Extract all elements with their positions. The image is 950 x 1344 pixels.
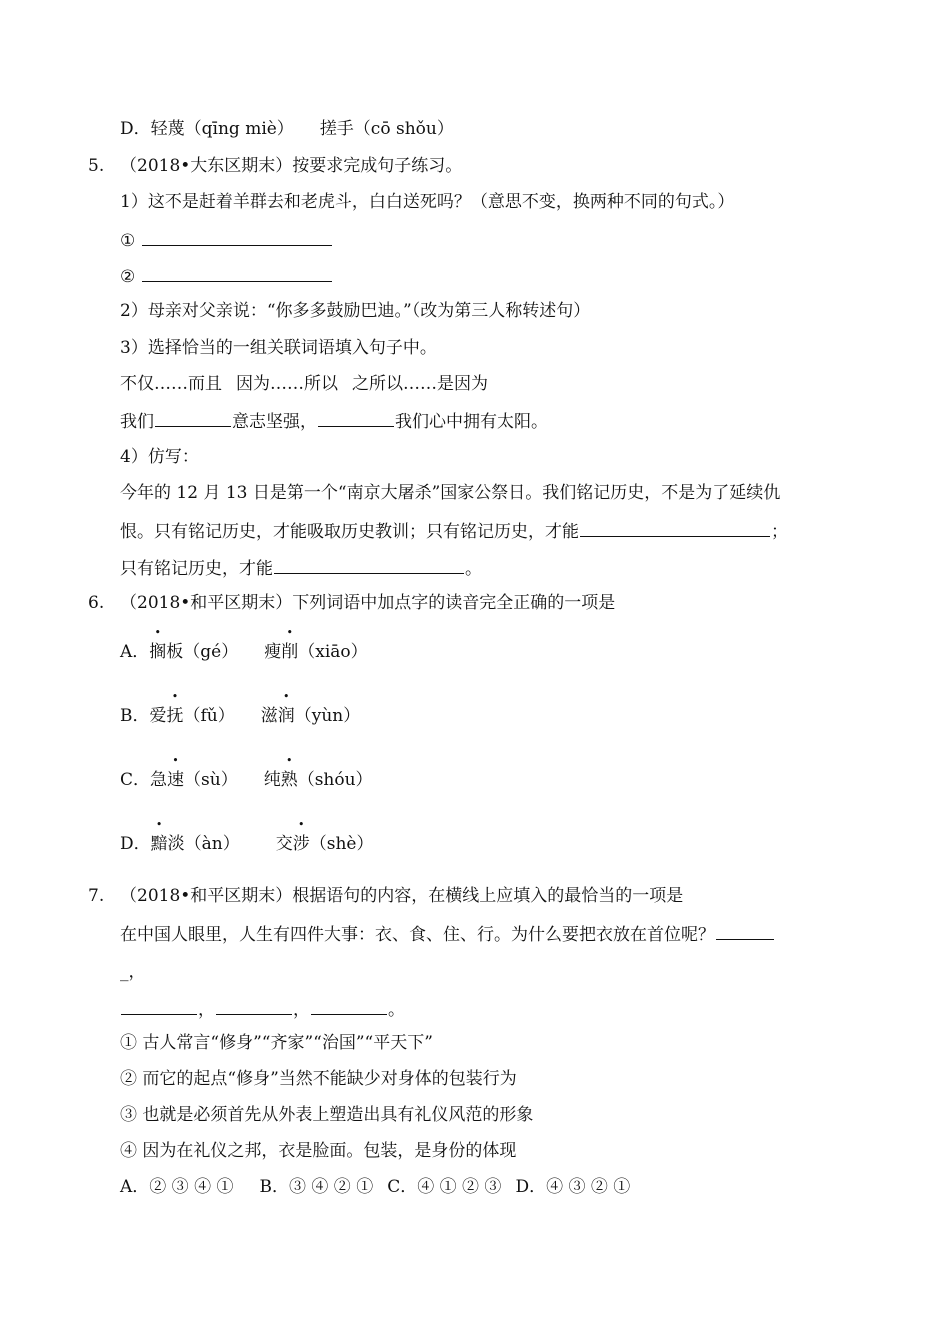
dotted-char: 涉 <box>292 834 310 854</box>
answer-blank[interactable] <box>142 228 332 246</box>
paragraph-line: _， <box>120 962 146 982</box>
sub-question: 3）选择恰当的一组关联词语填入句子中。 <box>120 338 437 358</box>
option-label: D． <box>120 119 151 139</box>
sentence-text: 我们 <box>120 412 154 432</box>
separator: 。 <box>388 1000 405 1020</box>
option-text: （fǔ） <box>183 706 235 726</box>
separator: ， <box>198 1000 215 1020</box>
option-label: D． <box>120 834 151 854</box>
answer-option[interactable]: B．③ ④ ② ① <box>259 1177 374 1197</box>
answer-line <box>120 264 333 288</box>
answer-blank[interactable] <box>216 997 292 1015</box>
question-number: 5. <box>88 156 105 176</box>
sub-question: 2）母亲对父亲说：“你多多鼓励巴迪。”（改为第三人称转述句） <box>120 301 591 321</box>
option-char: 纯 <box>263 770 281 790</box>
option-label: A． <box>120 642 150 662</box>
option-word: 轻蔑（qīng miè） <box>150 119 294 139</box>
dotted-char: 熟 <box>280 770 298 790</box>
conjunction-options <box>120 373 488 395</box>
sentence-text: ； <box>771 522 788 542</box>
option-label: C． <box>120 770 151 790</box>
option-text: （shè） <box>309 834 374 854</box>
dotted-char: 搁 <box>149 642 167 662</box>
question-stem: （2018•和平区期末）下列词语中加点字的读音完全正确的一项是 <box>120 593 616 613</box>
sentence-text: 只有铭记历史，才能 <box>120 559 273 579</box>
circle-marker: ① <box>120 231 136 251</box>
answer-blank[interactable] <box>311 997 387 1015</box>
answer-option[interactable]: A．② ③ ④ ① <box>120 1177 234 1197</box>
answer-option[interactable] <box>120 833 373 855</box>
answer-blank[interactable] <box>142 264 332 282</box>
option-text: （shóu） <box>297 770 373 790</box>
answer-line <box>120 228 333 252</box>
answer-blank[interactable] <box>274 556 464 574</box>
sentence-text: 恨。只有铭记历史，才能吸取历史教训；只有铭记历史，才能 <box>120 522 579 542</box>
dotted-char: 速 <box>167 770 185 790</box>
fill-sentence <box>120 409 548 433</box>
list-item: ③ 也就是必须首先从外表上塑造出具有礼仪风范的形象 <box>120 1105 534 1125</box>
answer-blank[interactable] <box>121 997 197 1015</box>
option-char: 急 <box>150 770 168 790</box>
answer-option[interactable] <box>120 705 360 727</box>
answer-option[interactable]: D．④ ③ ② ① <box>515 1177 631 1197</box>
paragraph-line <box>120 922 775 946</box>
conjunction: 之所以……是因为 <box>352 374 488 394</box>
option-char: 爱 <box>149 706 167 726</box>
paragraph-line <box>120 556 482 580</box>
answer-blank[interactable] <box>318 409 394 427</box>
dotted-char: 抚 <box>166 706 184 726</box>
option-char: 交 <box>275 834 293 854</box>
answer-option[interactable]: C．④ ① ② ③ <box>387 1177 502 1197</box>
conjunction: 因为……所以 <box>236 374 338 394</box>
sub-question: 1）这不是赶着羊群去和老虎斗，白白送死吗？（意思不变，换两种不同的句式。） <box>120 192 735 212</box>
sub-question: 4）仿写： <box>120 447 199 467</box>
paragraph-line: 今年的 12 月 13 日是第一个“南京大屠杀”国家公祭日。我们铭记历史，不是为了延续仇 <box>120 483 781 503</box>
q4-option-d <box>120 118 454 140</box>
question-number: 6. <box>88 593 105 613</box>
circle-marker: ② <box>120 267 136 287</box>
option-char: 瘦 <box>264 642 282 662</box>
option-text: （yùn） <box>294 706 361 726</box>
answer-option[interactable] <box>120 641 368 663</box>
sentence-text: 。 <box>465 559 482 579</box>
option-text: （sù） <box>184 770 238 790</box>
option-text: 淡（àn） <box>167 834 240 854</box>
question-stem: （2018•大东区期末）按要求完成句子练习。 <box>120 156 463 176</box>
dotted-char: 削 <box>281 642 299 662</box>
option-word: 搓手（cō shǒu） <box>319 119 454 139</box>
sentence-text: 意志坚强， <box>232 412 317 432</box>
dotted-char: 润 <box>277 706 295 726</box>
option-label: B． <box>120 706 150 726</box>
list-item: ④ 因为在礼仪之邦，衣是脸面。包装，是身份的体现 <box>120 1141 517 1161</box>
answer-blank[interactable] <box>716 922 774 940</box>
separator: ， <box>293 1000 310 1020</box>
sentence-text: 我们心中拥有太阳。 <box>395 412 548 432</box>
answer-option[interactable] <box>120 769 373 791</box>
conjunction: 不仅……而且 <box>120 374 222 394</box>
option-text: （xiāo） <box>298 642 368 662</box>
list-item: ① 古人常言“修身”“齐家”“治国”“平天下” <box>120 1033 433 1053</box>
answer-blank[interactable] <box>580 519 770 537</box>
dotted-char: 黯 <box>150 834 168 854</box>
sentence-text: 在中国人眼里，人生有四件大事：衣、食、住、行。为什么要把衣放在首位呢？ <box>120 925 715 945</box>
answer-blank[interactable] <box>155 409 231 427</box>
option-char: 滋 <box>260 706 278 726</box>
answer-options <box>120 1176 630 1198</box>
blank-line <box>120 997 405 1021</box>
question-number: 7. <box>88 886 105 906</box>
paragraph-line <box>120 519 788 543</box>
list-item: ② 而它的起点“修身”当然不能缺少对身体的包装行为 <box>120 1069 517 1089</box>
question-stem: （2018•和平区期末）根据语句的内容，在横线上应填入的最恰当的一项是 <box>120 886 684 906</box>
option-text: 板（gé） <box>166 642 239 662</box>
